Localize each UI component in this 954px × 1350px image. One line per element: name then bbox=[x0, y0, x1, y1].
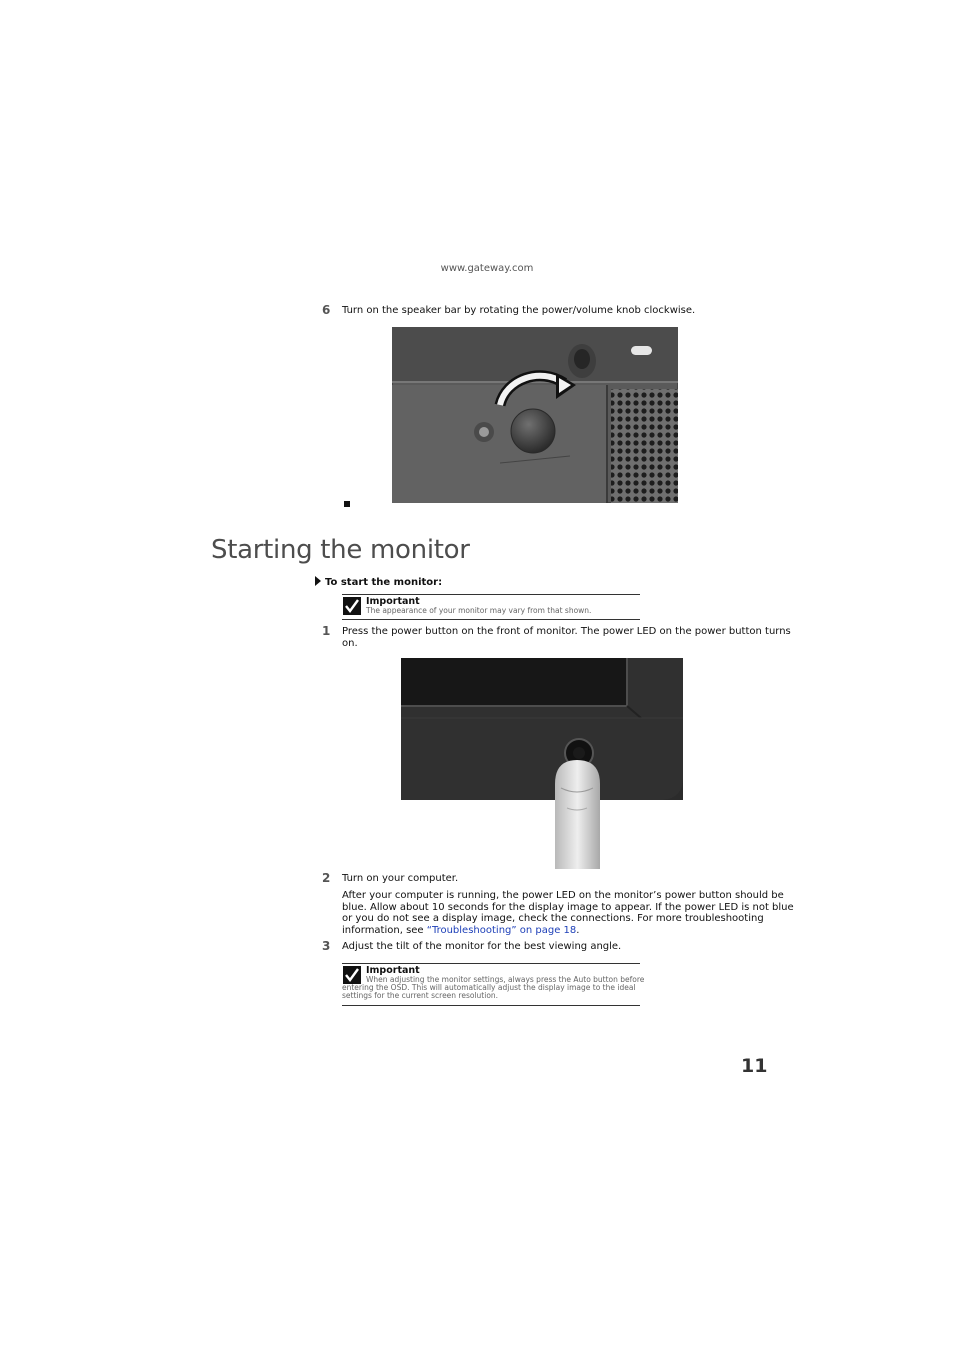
troubleshooting-link[interactable]: “Troubleshooting” on page 18 bbox=[426, 924, 577, 936]
monitor-power-button-photo bbox=[401, 658, 683, 869]
procedure-heading bbox=[315, 576, 442, 588]
page-number: 11 bbox=[741, 1055, 768, 1077]
note-1-title: Important bbox=[366, 596, 420, 607]
speaker-bar-photo bbox=[392, 327, 678, 503]
step-1-text: Press the power button on the front of monitor. The power LED on the power button turns on. bbox=[342, 626, 791, 649]
important-note-1 bbox=[342, 594, 640, 620]
step-number-1: 1 bbox=[322, 624, 331, 638]
step-number-3: 3 bbox=[322, 939, 331, 953]
step-number-6: 6 bbox=[322, 303, 331, 317]
step-number-2: 2 bbox=[322, 871, 331, 885]
procedure-heading-text: To start the monitor: bbox=[325, 577, 443, 588]
end-square-icon bbox=[344, 501, 350, 507]
step-2-paragraph: After your computer is running, the power LED on the monitor’s power button should be blue. Allow about 10 seconds for the display image to appear. If the power LED is not blue or you do not see a display image, check the connections. For more troubleshooting information, see “Troubleshooting” on page 18. bbox=[342, 890, 794, 936]
important-note-2 bbox=[342, 963, 645, 1006]
header-url: www.gateway.com bbox=[440, 263, 534, 274]
step-6-text: Turn on the speaker bar by rotating the power/volume knob clockwise. bbox=[342, 305, 696, 316]
step-3-text: Adjust the tilt of the monitor for the best viewing angle. bbox=[342, 941, 622, 952]
checkmark-icon bbox=[343, 597, 361, 615]
note-2-body: When adjusting the monitor settings, always press the Auto button before entering the OSD. This will automatically adjust the display image to the ideal settings for the current screen resolution. bbox=[342, 975, 645, 1000]
note-1-body: The appearance of your monitor may vary from that shown. bbox=[366, 606, 592, 615]
step-2-text: Turn on your computer. bbox=[342, 873, 459, 884]
note-2-title: Important bbox=[366, 965, 420, 976]
section-title: Starting the monitor bbox=[211, 535, 470, 565]
triangle-right-icon bbox=[315, 576, 321, 586]
